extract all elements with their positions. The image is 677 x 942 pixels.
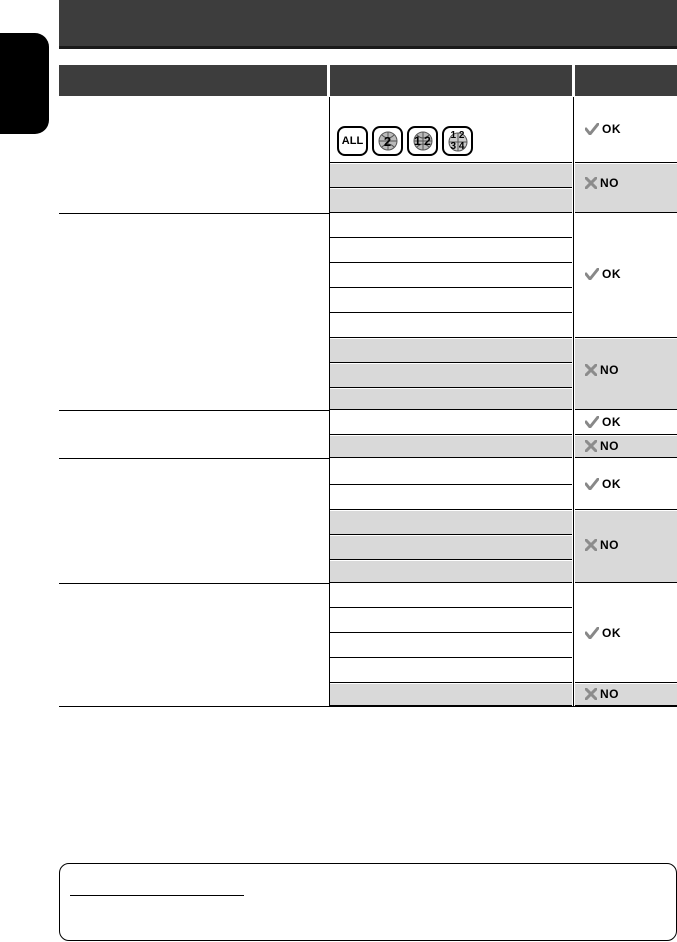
cross-icon xyxy=(585,688,597,700)
table-cell xyxy=(330,659,572,683)
ok-mark xyxy=(585,267,621,281)
table-cell xyxy=(330,314,572,338)
column-header-3 xyxy=(575,65,677,96)
note-heading-underline xyxy=(70,895,244,896)
page-title-bar xyxy=(59,0,677,49)
table-cell xyxy=(330,584,572,608)
ok-mark xyxy=(585,626,621,640)
table-cell xyxy=(330,189,572,213)
table-cell xyxy=(330,339,572,363)
table-cell xyxy=(330,364,572,388)
check-icon xyxy=(585,478,599,490)
ok-label: OK xyxy=(602,477,621,491)
cross-icon xyxy=(585,177,597,189)
column-header-2 xyxy=(330,65,572,96)
no-mark xyxy=(585,363,619,377)
table-cell xyxy=(330,436,572,458)
no-mark xyxy=(585,538,619,552)
ok-mark xyxy=(585,415,621,429)
ok-label: OK xyxy=(602,626,621,640)
check-icon xyxy=(585,268,599,280)
region-globe-icon: 1 2 xyxy=(407,126,438,156)
table-cell xyxy=(330,239,572,263)
table-cell xyxy=(330,486,572,510)
language-side-tab xyxy=(0,33,49,134)
table-cell xyxy=(330,684,572,706)
cross-icon xyxy=(585,440,597,452)
divider xyxy=(330,706,677,707)
table-cell xyxy=(330,634,572,658)
divider xyxy=(59,706,330,707)
region-code-icons xyxy=(337,126,473,156)
note-box xyxy=(59,863,677,941)
no-label: NO xyxy=(600,176,619,190)
region-all-icon: ALL xyxy=(337,126,368,156)
column-divider xyxy=(329,97,330,707)
table-cell xyxy=(330,609,572,633)
table-cell xyxy=(330,536,572,560)
column-header-1 xyxy=(59,65,327,96)
ok-label: OK xyxy=(602,122,621,136)
ok-mark xyxy=(585,477,621,491)
region-globe-icon: 1 2 3 4 xyxy=(442,126,473,156)
check-icon xyxy=(585,416,599,428)
ok-mark xyxy=(585,122,621,136)
divider xyxy=(59,458,330,459)
table-cell xyxy=(330,214,572,238)
ok-label: OK xyxy=(602,267,621,281)
no-mark xyxy=(585,439,619,453)
no-label: NO xyxy=(600,687,619,701)
no-mark xyxy=(585,176,619,190)
table-cell xyxy=(330,561,572,583)
table-cell xyxy=(330,164,572,188)
cross-icon xyxy=(585,539,597,551)
region-globe-icon: 2 xyxy=(372,126,403,156)
no-label: NO xyxy=(600,363,619,377)
no-label: NO xyxy=(600,538,619,552)
table-cell xyxy=(330,459,572,485)
divider xyxy=(59,410,330,411)
table-cell xyxy=(330,411,572,435)
check-icon xyxy=(585,123,599,135)
table-cell xyxy=(330,264,572,288)
table-cell xyxy=(330,289,572,313)
divider xyxy=(59,583,330,584)
no-mark xyxy=(585,687,619,701)
column-divider xyxy=(573,97,574,707)
divider xyxy=(59,213,330,214)
cross-icon xyxy=(585,364,597,376)
table-cell xyxy=(330,389,572,410)
ok-label: OK xyxy=(602,415,621,429)
check-icon xyxy=(585,627,599,639)
table-cell xyxy=(330,511,572,535)
no-label: NO xyxy=(600,439,619,453)
